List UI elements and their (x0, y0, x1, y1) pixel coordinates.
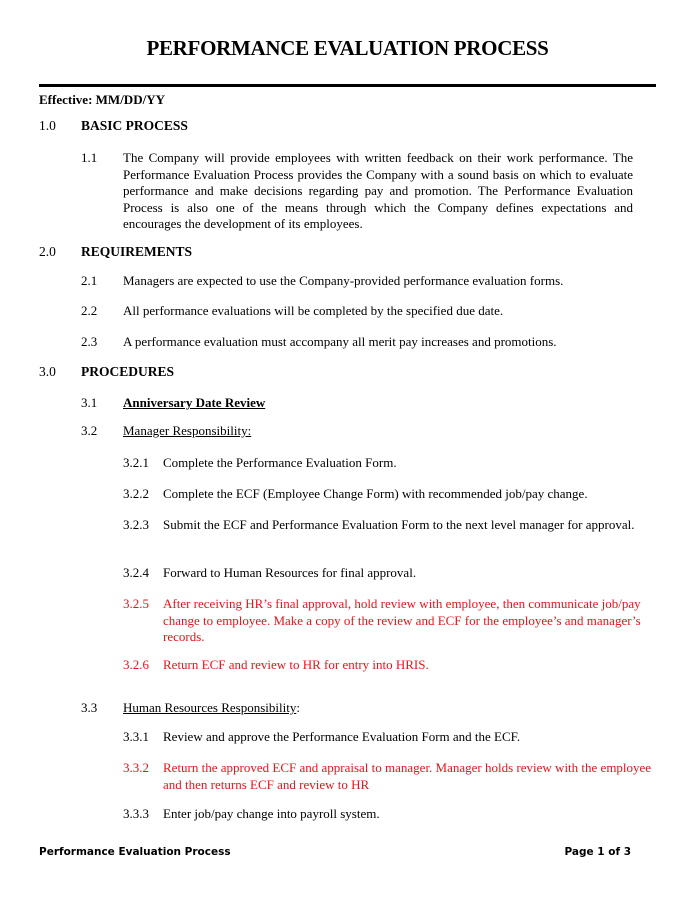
item-3-3-2-number: 3.3.2 (123, 760, 149, 775)
item-3-2-6-text: Return ECF and review to HR for entry into HRIS. (163, 657, 429, 672)
title-divider (39, 84, 656, 87)
item-2-2-text: All performance evaluations will be completed by the specified due date. (123, 303, 504, 318)
section-2-title: REQUIREMENTS (81, 244, 193, 259)
item-2-1-text: Managers are expected to use the Company-provided performance evaluation forms. (123, 273, 564, 288)
item-1-1-text: The Company will provide employees with written feedback on their work performance. The Performance Evaluation Process provides the Company with a sound basis on which to evaluate performance and make decisions regarding pay and promotion. The Performance Evaluation Process is also one of the means through which the Company defines expectations and encourages the development of its employees. (123, 150, 633, 231)
item-2-3-text: A performance evaluation must accompany all merit pay increases and promotions. (123, 334, 557, 349)
item-3-2-2-number: 3.2.2 (123, 486, 149, 501)
item-3-3-heading-label: Human Resources Responsibility (123, 700, 297, 715)
section-2-number: 2.0 (39, 244, 56, 259)
section-1-number: 1.0 (39, 118, 56, 133)
section-1-title: BASIC PROCESS (81, 118, 188, 133)
footer-page-number: Page 1 of 3 (564, 846, 631, 858)
item-3-3-2-text: Return the approved ECF and appraisal to manager. Manager holds review with the employee and then returns ECF and review to HR (163, 760, 652, 792)
item-3-3-3-text: Enter job/pay change into payroll system. (163, 806, 380, 821)
item-3-2-5-number: 3.2.5 (123, 596, 149, 611)
item-3-2-1-number: 3.2.1 (123, 455, 149, 470)
item-3-2-3-text: Submit the ECF and Performance Evaluation Form to the next level manager for approval. (163, 517, 635, 532)
item-3-2-5-text: After receiving HR’s final approval, hold review with employee, then communicate job/pay change to employee. Make a copy of the review and ECF for the employee’s and manager’s records. (163, 596, 641, 644)
section-3-number: 3.0 (39, 364, 56, 379)
item-3-2-4-text: Forward to Human Resources for final approval. (163, 565, 417, 580)
item-3-2-3-number: 3.2.3 (123, 517, 149, 532)
item-3-2-4-number: 3.2.4 (123, 565, 149, 580)
item-3-2-2-text: Complete the ECF (Employee Change Form) with recommended job/pay change. (163, 486, 588, 501)
item-1-1-number: 1.1 (81, 150, 98, 165)
item-3-3-number: 3.3 (81, 700, 98, 715)
document-title: PERFORMANCE EVALUATION PROCESS (146, 36, 549, 60)
section-3-title: PROCEDURES (81, 364, 175, 379)
item-3-3-3-number: 3.3.3 (123, 806, 149, 821)
item-3-3-heading-suffix: : (296, 700, 300, 715)
item-2-1-number: 2.1 (81, 273, 98, 288)
item-3-3-heading (123, 700, 633, 717)
item-3-3-1-number: 3.3.1 (123, 729, 149, 744)
item-3-2-number: 3.2 (81, 423, 98, 438)
item-3-2-6-number: 3.2.6 (123, 657, 149, 672)
item-2-2-number: 2.2 (81, 303, 98, 318)
item-3-3-1-text: Review and approve the Performance Evaluation Form and the ECF. (163, 729, 521, 744)
footer-document-name: Performance Evaluation Process (39, 846, 231, 858)
item-3-2-1-text: Complete the Performance Evaluation Form. (163, 455, 397, 470)
effective-date: Effective: MM/DD/YY (39, 92, 165, 107)
item-3-1-heading: Anniversary Date Review (123, 395, 266, 410)
item-2-3-number: 2.3 (81, 334, 98, 349)
item-3-2-heading: Manager Responsibility: (123, 423, 252, 438)
item-3-1-number: 3.1 (81, 395, 98, 410)
